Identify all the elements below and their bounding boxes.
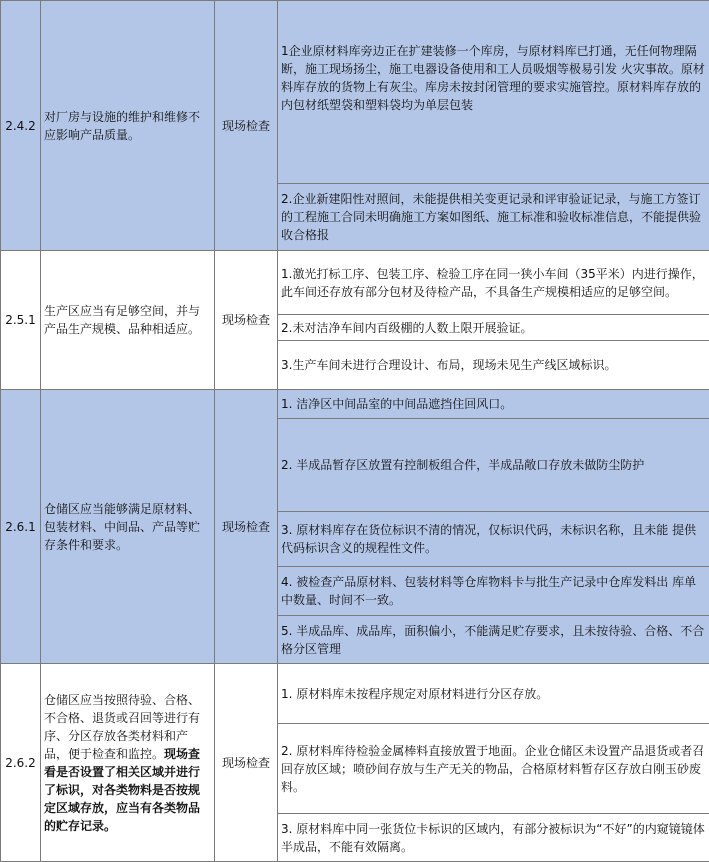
clause-number: 2.5.1 [1, 251, 41, 390]
finding-text: 2.企业新建阳性对照间，未能提供相关变更记录和评审验证记录，与施工方签订的工程施工合同未明确施工方案如图纸、施工标准和验收标准信息，不能提供验收合格报 [278, 184, 709, 251]
finding-cell [278, 419, 709, 512]
requirement-cell [41, 664, 215, 862]
requirement-cell: 对厂房与设施的维护和维修不应影响产品质量。 [41, 1, 215, 251]
inspection-method: 现场检查 [215, 251, 278, 390]
clause-number: 2.6.2 [1, 664, 41, 862]
clause-number: 2.4.2 [1, 1, 41, 251]
finding-text: 3. 原材料库中同一张货位卡标识的区域内，有部分被标识为“不好”的内窥镜镜体半成品，不能有效隔离。 [278, 814, 709, 862]
requirement-cell: 仓储区应当能够满足原材料、包装材料、中间品、产品等贮存条件和要求。 [41, 390, 215, 664]
table-row [1, 664, 709, 724]
finding-text: 2. 半成品暂存区放置有控制板组合件，半成品敞口存放未做防尘防护 [281, 456, 706, 474]
table-row [1, 1, 709, 184]
finding-text: 1. 洁净区中间品室的中间品遮挡住回风口。 [278, 390, 709, 419]
finding-text: 3.生产车间未进行合理设计、布局，现场未见生产线区域标识。 [278, 341, 709, 390]
finding-text: 2.未对洁净车间内百级棚的人数上限开展验证。 [278, 315, 709, 341]
finding-text: 1.激光打标工序、包装工序、检验工序在同一狭小车间（35平米）内进行操作，此车间还存放有部分包材及待检产品，不具备生产规模相适应的足够空间。 [278, 251, 709, 315]
clause-number: 2.6.1 [1, 390, 41, 664]
finding-text: 5. 半成品库、成品库，面积偏小，不能满足贮存要求，且未按待验、合格、不合格分区管理 [278, 616, 709, 664]
inspection-method: 现场检查 [215, 390, 278, 664]
finding-text: 2. 原材料库待检验金属棒料直接放置于地面。企业仓储区未设置产品退货或者召回存放区域；喷砂间存放与生产无关的物品，合格原材料暂存区存放白刚玉砂废料。 [278, 724, 709, 814]
requirement-cell: 生产区应当有足够空间，并与产品生产规模、品种相适应。 [41, 251, 215, 390]
finding-text: 3. 原材料库存在货位标识不清的情况，仅标识代码，未标识名称，且未能 提供代码标识含义的规程性文件。 [278, 512, 709, 567]
finding-text: 1企业原材料库旁边正在扩建装修一个库房，与原材料库已打通，无任何物理隔断，施工现场扬尘，施工电器设备使用和工人员吸烟等极易引发 火灾事故。原材料库存放的货物上有灰尘。库房未按封闭管理的要求实施管控。原材料库存放的内包材纸塑袋和塑料袋均为单层包装 [281, 42, 706, 146]
finding-text: 1. 原材料库未按程序规定对原材料进行分区存放。 [278, 664, 709, 724]
finding-cell [278, 1, 709, 184]
requirement-emphasis: 现场查看是否设置了相关区域并进行了标识，对各类物料是否按规定区域存放，应当有各类物品的贮存记录。 [44, 747, 200, 833]
table-row [1, 390, 709, 419]
requirement-text: 仓储区应当按照待验、合格、不合格、退货或召回等进行有序、分区存放各类材料和产品，便于检查和监控。 [44, 693, 200, 761]
finding-text: 4. 被检查产品原材料、包装材料等仓库物料卡与批生产记录中仓库发料出 库单中数量、时间不一致。 [278, 567, 709, 616]
inspection-method: 现场检查 [215, 664, 278, 862]
inspection-method: 现场检查 [215, 1, 278, 251]
table-row [1, 251, 709, 315]
